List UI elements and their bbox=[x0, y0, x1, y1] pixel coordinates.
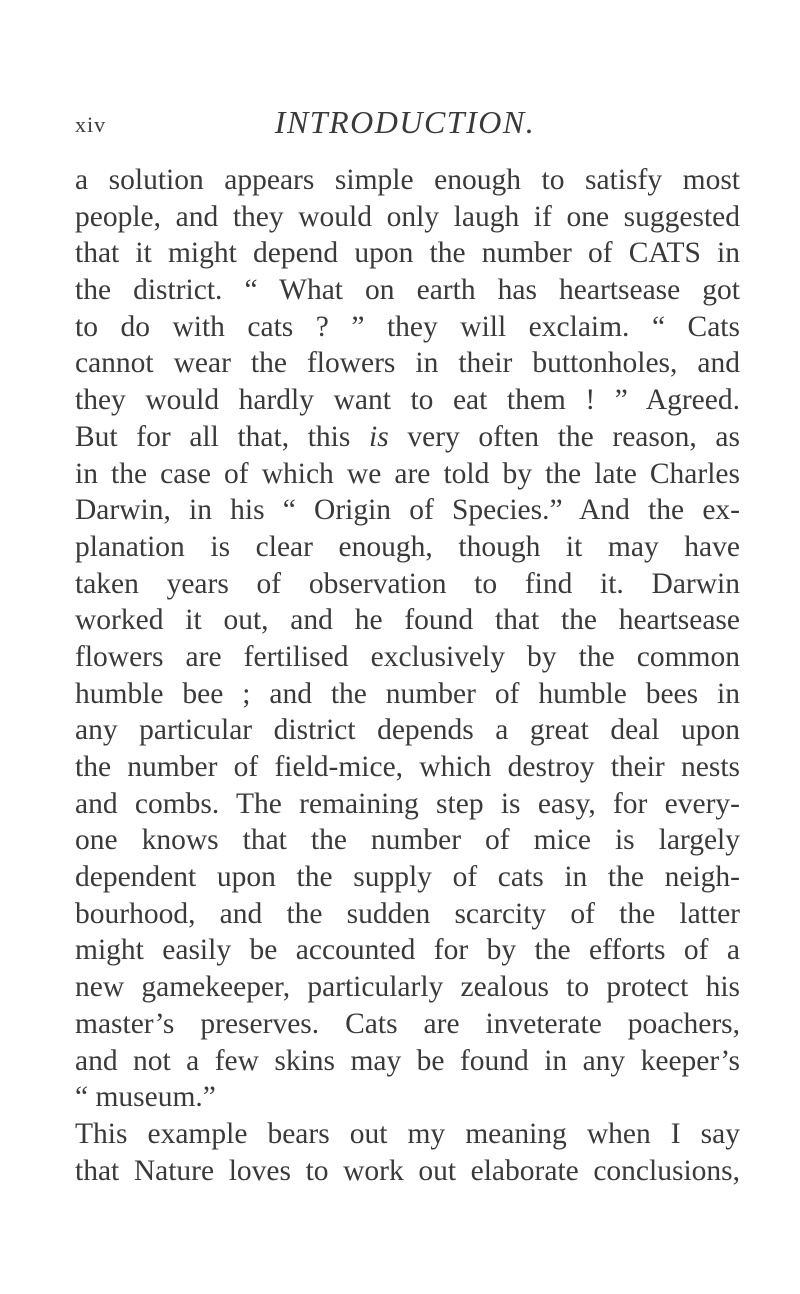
text-line: a solution appears simple enough to satisfy most bbox=[75, 164, 740, 196]
text-line: and not a few skins may be found in any keeper’s bbox=[75, 1044, 740, 1077]
text-line: they would hardly want to eat them ! ” Agreed. bbox=[75, 384, 740, 417]
text-line: new gamekeeper, particularly zealous to protect his bbox=[75, 971, 740, 1004]
text-line: that it might depend upon the number of CATS in bbox=[75, 237, 740, 270]
text-line: “ museum.” bbox=[75, 1081, 216, 1114]
text-line: might easily be accounted for by the efforts of a bbox=[75, 934, 740, 967]
text-line: the number of field-mice, which destroy their nests bbox=[75, 751, 740, 783]
text-line: taken years of observation to find it. Darwin bbox=[75, 567, 740, 600]
body-text bbox=[75, 162, 740, 1189]
text-line: worked it out, and he found that the heartsease bbox=[75, 604, 740, 637]
text-line: cannot wear the flowers in their buttonholes, and bbox=[75, 347, 740, 380]
text-line: dependent upon the supply of cats in the neigh- bbox=[75, 861, 740, 894]
text-line: This example bears out my meaning when I say bbox=[75, 1117, 740, 1150]
text-line: the district. “ What on earth has heartsease got bbox=[75, 274, 740, 307]
text-line: humble bee ; and the number of humble bees in bbox=[75, 677, 740, 710]
text-line: that Nature loves to work out elaborate conclusions, bbox=[75, 1154, 740, 1187]
text-line: to do with cats ? ” they will exclaim. “ Cats bbox=[75, 310, 740, 343]
running-title: INTRODUCTION. bbox=[274, 104, 536, 140]
text-line: bourhood, and the sudden scarcity of the latter bbox=[75, 897, 740, 930]
text-line: But for all that, this is very often the reason, as bbox=[75, 420, 740, 453]
text-line: planation is clear enough, though it may have bbox=[75, 530, 740, 563]
text-line: in the case of which we are told by the late Charles bbox=[75, 457, 740, 490]
text-line: Darwin, in his “ Origin of Species.” And the ex- bbox=[75, 494, 740, 527]
text-line: master’s preserves. Cats are inveterate poachers, bbox=[75, 1007, 740, 1040]
text-line: and combs. The remaining step is easy, for every- bbox=[75, 787, 740, 820]
page-number: xiv bbox=[75, 112, 107, 137]
page-header bbox=[75, 104, 735, 148]
text-line: one knows that the number of mice is largely bbox=[75, 824, 740, 857]
emphasis: is bbox=[369, 420, 389, 453]
text-line: any particular district depends a great deal upon bbox=[75, 714, 740, 747]
text-line: people, and they would only laugh if one suggested bbox=[75, 200, 740, 233]
text-line: flowers are fertilised exclusively by the common bbox=[75, 640, 740, 673]
